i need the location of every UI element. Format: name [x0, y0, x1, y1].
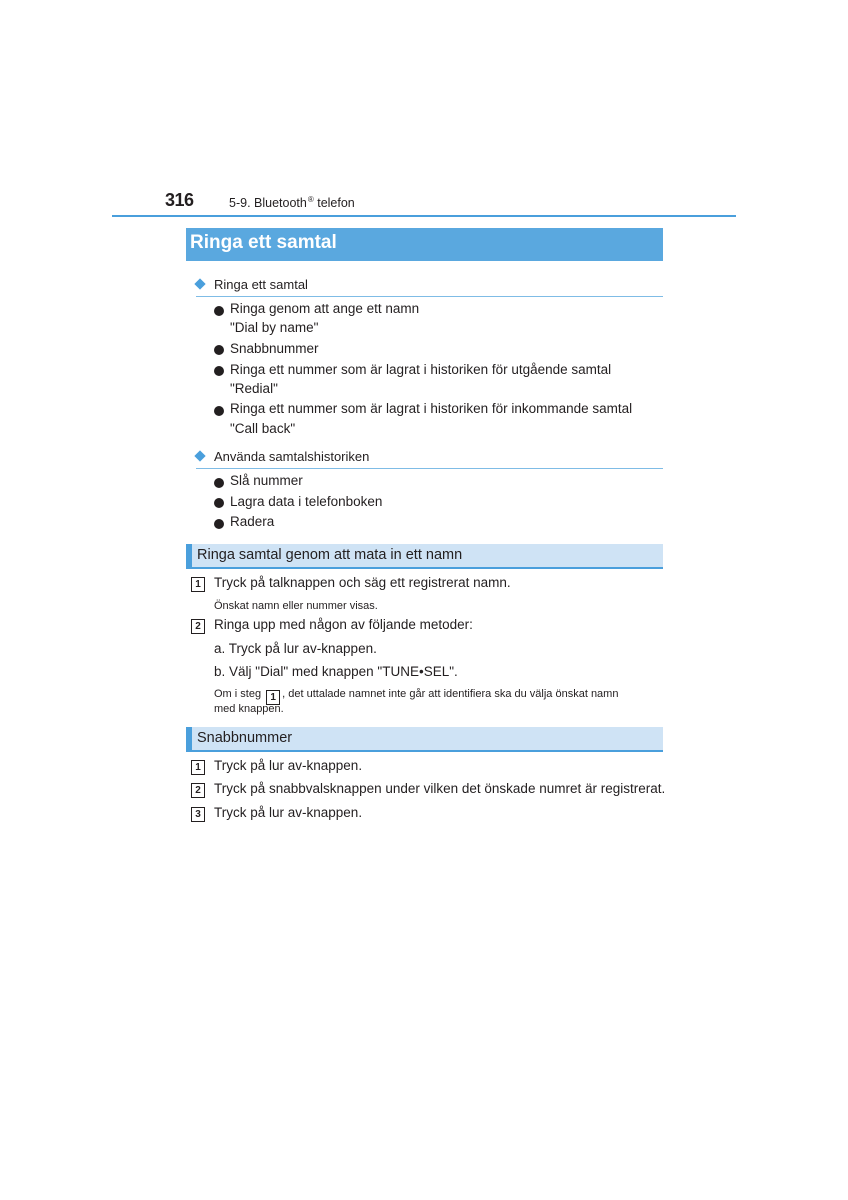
list-item-subtext: "Redial" [230, 381, 278, 396]
bullet-icon [214, 406, 224, 416]
list-item: Lagra data i telefonboken [230, 494, 383, 509]
diamond-bullet-icon [194, 450, 205, 461]
list-item: Snabbnummer [230, 341, 319, 356]
diamond-bullet-icon [194, 278, 205, 289]
step-reference-badge: 1 [266, 690, 280, 705]
step-text: Tryck på snabbvalsknappen under vilken det önskade numret är registrerat. [214, 781, 666, 796]
section-header-rule [186, 750, 663, 752]
bullet-icon [214, 345, 224, 355]
step-number-badge: 2 [191, 783, 205, 798]
step-number-badge: 1 [191, 760, 205, 775]
header-divider [112, 215, 736, 217]
list-item: Ringa genom att ange ett namn [230, 301, 420, 316]
section-header-accent [186, 727, 192, 750]
list-item: Radera [230, 514, 275, 529]
list-item-subtext: "Dial by name" [230, 320, 319, 335]
page-title: Ringa ett samtal [190, 232, 337, 253]
subsection-divider [196, 296, 663, 297]
section-title: Ringa samtal genom att mata in ett namn [197, 547, 463, 563]
subsection-divider [196, 468, 663, 469]
step-text: Ringa upp med någon av följande metoder: [214, 617, 473, 632]
list-item-subtext: "Call back" [230, 421, 296, 436]
chapter-title: 5-9. Bluetooth® telefon [229, 195, 355, 210]
bullet-icon [214, 519, 224, 529]
bullet-icon [214, 366, 224, 376]
section-title: Snabbnummer [197, 730, 293, 746]
list-item: Ringa ett nummer som är lagrat i historiken för utgående samtal [230, 362, 612, 377]
step-note-continued: med knappen. [214, 703, 284, 715]
step-text: Tryck på talknappen och säg ett registrerat namn. [214, 575, 511, 590]
bullet-icon [214, 498, 224, 508]
section-header-accent [186, 544, 192, 567]
subsection-heading: Ringa ett samtal [214, 277, 308, 292]
step-text: Tryck på lur av-knappen. [214, 758, 363, 773]
step-text: Tryck på lur av-knappen. [214, 805, 363, 820]
subsection-heading: Använda samtalshistoriken [214, 449, 370, 464]
section-header-rule [186, 567, 663, 569]
list-item: Slå nummer [230, 473, 303, 488]
step-number-badge: 3 [191, 807, 205, 822]
step-number-badge: 1 [191, 577, 205, 592]
page-number: 316 [165, 190, 194, 210]
step-option: b. Välj "Dial" med knappen "TUNE•SEL". [214, 664, 458, 679]
bullet-icon [214, 306, 224, 316]
bullet-icon [214, 478, 224, 488]
step-note: Om i steg 1 , det uttalade namnet inte går att identifiera ska du välja önskat namn [214, 688, 619, 703]
list-item: Ringa ett nummer som är lagrat i historiken för inkommande samtal [230, 401, 633, 416]
step-number-badge: 2 [191, 619, 205, 634]
step-note: Önskat namn eller nummer visas. [214, 600, 378, 612]
step-option: a. Tryck på lur av-knappen. [214, 641, 377, 656]
